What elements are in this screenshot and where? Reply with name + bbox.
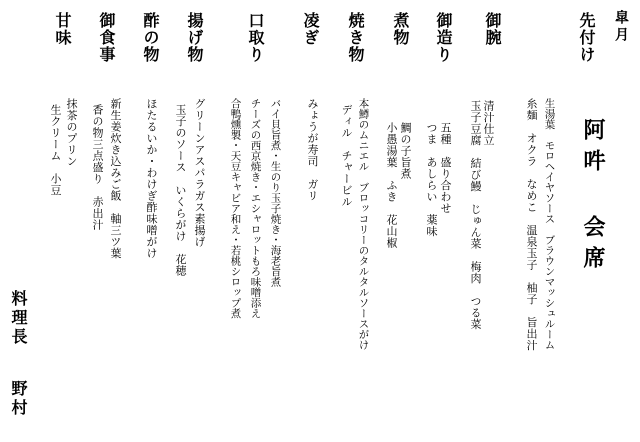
- course-heading: 口取り: [246, 12, 265, 63]
- course-heading: 先付け: [577, 12, 596, 63]
- course-item-line: 小愚湯葉 ふき 花山椒: [385, 122, 398, 249]
- course-item-line: 鯛の子旨煮: [399, 122, 412, 180]
- course-item-line: 抹茶のプリン: [65, 98, 78, 167]
- course-item-line: ディル チャービル: [340, 104, 353, 208]
- course-item-line: 生クリーム 小豆: [49, 104, 62, 196]
- course-heading: 御食事: [97, 12, 116, 63]
- course-heading: 焼き物: [346, 12, 365, 63]
- course-item-line: ほたるいか・わけぎ酢味噌がけ: [145, 98, 158, 259]
- course-heading: 凌ぎ: [301, 12, 320, 46]
- course-item-line: 糸麺 オクラ なめこ 温泉玉子 柚子 旨出汁: [525, 98, 538, 351]
- course-item-line: 五種 盛り合わせ: [439, 122, 452, 214]
- course-item-line: 本鱒のムニエル ブロッコリーのタルタルソースがけ: [357, 98, 370, 350]
- course-item-line: グリーンアスパラガス素揚げ: [193, 98, 206, 248]
- course-item-line: 清汁仕立: [482, 100, 495, 146]
- course-item-line: 玉子豆腐 結び鰻 じゅん菜 梅肉 つる菜: [469, 100, 482, 330]
- course-heading: 酢の物: [141, 12, 160, 63]
- course-heading: 煮物: [391, 12, 410, 46]
- season-label: 皐月: [613, 10, 629, 44]
- course-heading: 御造り: [434, 12, 453, 63]
- course-item-line: つま あしらい 薬味: [425, 122, 438, 237]
- menu-title: 阿吽 会席: [580, 118, 606, 277]
- course-heading: 揚げ物: [185, 12, 204, 63]
- course-item-line: 香の物三点盛り 赤出汁: [91, 104, 104, 231]
- course-heading: 御腕: [483, 12, 502, 46]
- course-heading: 甘味: [53, 12, 72, 46]
- course-item-line: 合鴨燻製・天豆キャビア和え・若桃シロップ煮: [229, 98, 242, 319]
- course-item-line: みょうが寿司 ガリ: [306, 98, 319, 202]
- course-item-line: チーズの西京焼き・エシャロットもろ味噌添え: [249, 98, 262, 319]
- course-item-line: 新生姜炊き込みご飯 軸三ツ葉: [109, 98, 122, 259]
- course-item-line: 玉子のソース いくらがけ 花穂: [174, 104, 187, 277]
- course-item-line: 生湯葉 モロヘイヤソース ブラウンマッシュルーム: [543, 98, 556, 350]
- chef-title: 料理長: [9, 290, 28, 347]
- course-item-line: バイ貝旨煮・生のり玉子焼き・海老旨煮: [269, 98, 282, 287]
- chef-name: 野村: [9, 380, 28, 418]
